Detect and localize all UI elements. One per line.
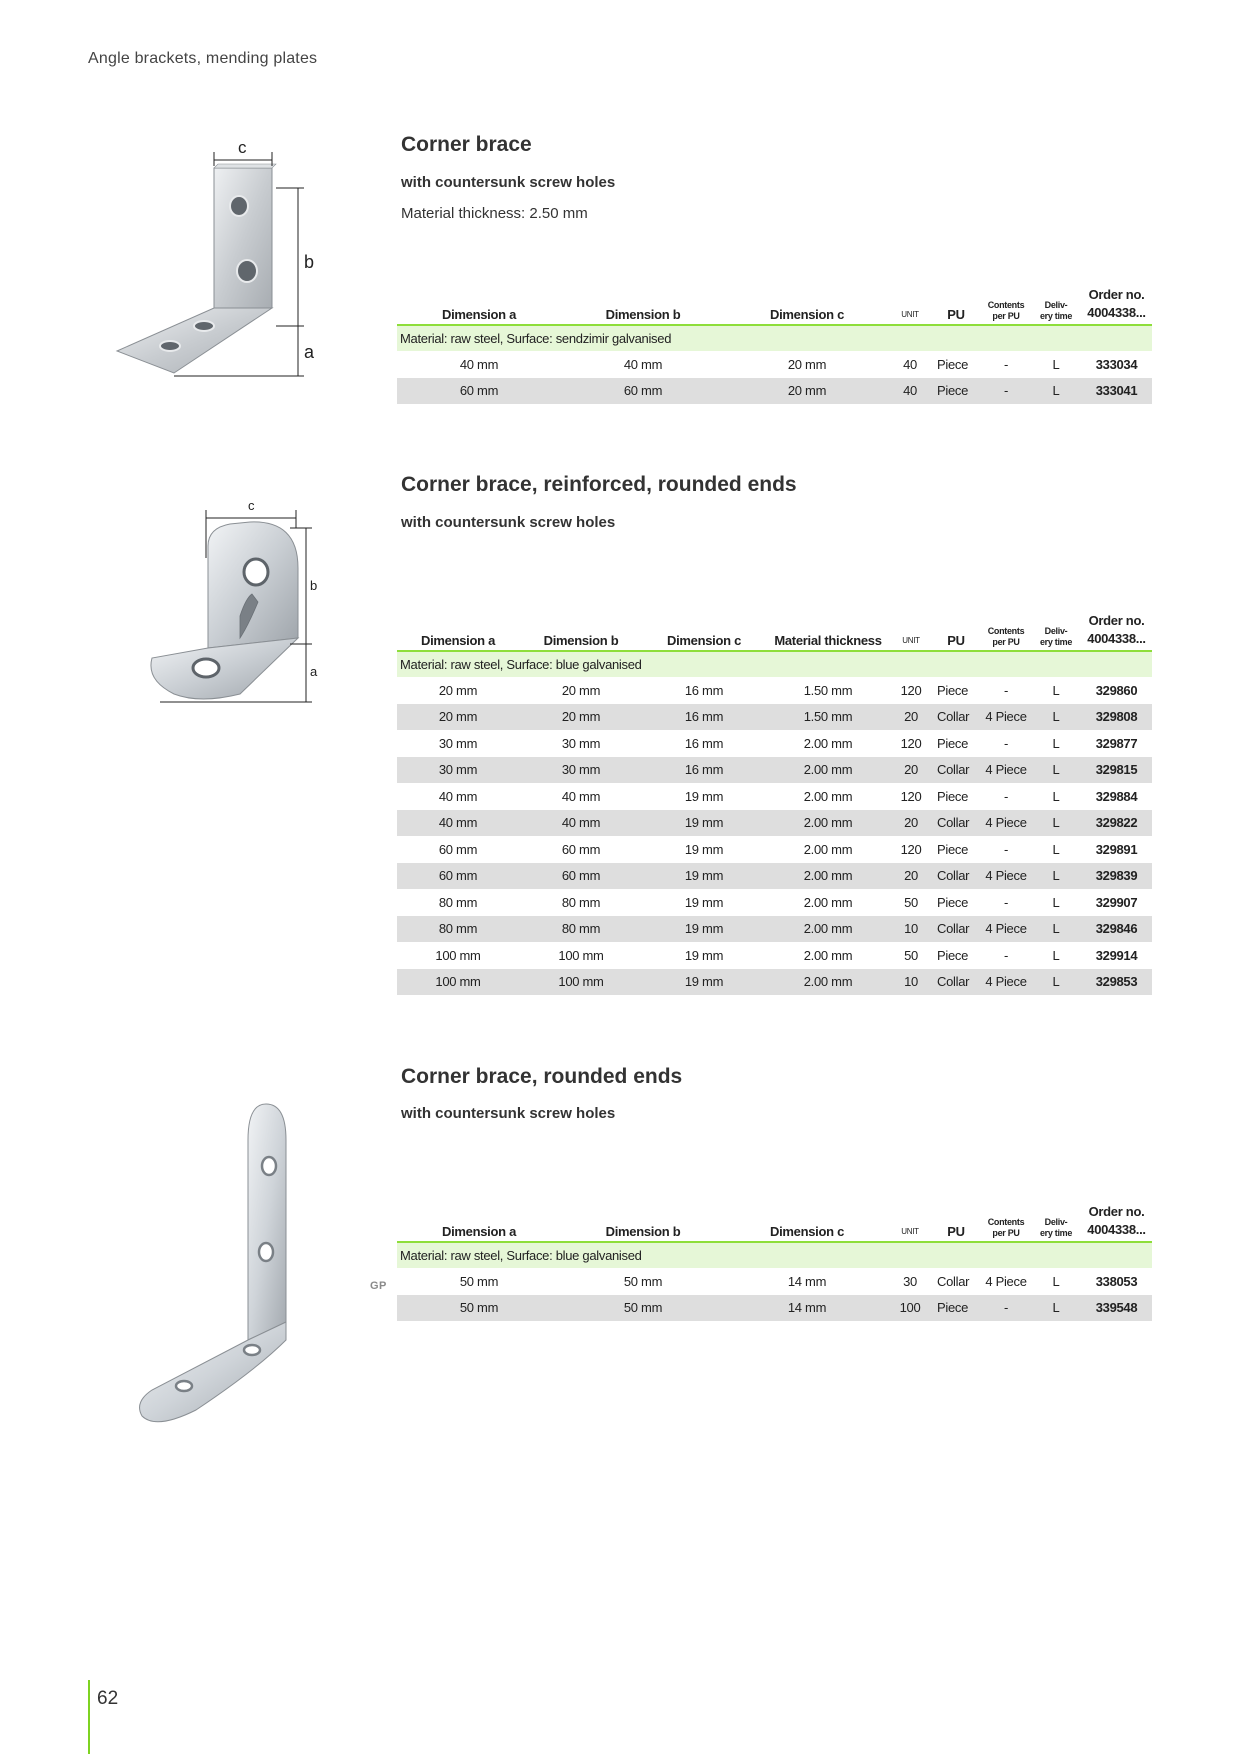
cell-dim-b: 40 mm — [519, 810, 643, 837]
col-header-contents — [981, 1203, 1031, 1242]
col-header-pu: PU — [931, 1203, 981, 1242]
table-row — [397, 730, 1152, 757]
cell-thickness: 2.00 mm — [765, 969, 891, 996]
cell-dim-a: 60 mm — [397, 863, 519, 890]
cell-delivery: L — [1031, 969, 1081, 996]
cell-order: 333034 — [1095, 356, 1138, 372]
order-line1: Order no. — [1088, 1204, 1145, 1219]
product-title: Corner brace — [401, 133, 532, 156]
cell-order: 329822 — [1081, 810, 1152, 837]
cell-pu: Piece — [937, 788, 969, 804]
cell-thickness: 2.00 mm — [765, 810, 891, 837]
cell-unit: 50 — [904, 947, 918, 963]
cell-dim-a: 100 mm — [397, 969, 519, 996]
cell-order: 333041 — [1081, 378, 1152, 405]
delivery-line1: Deliv- — [1044, 300, 1068, 310]
cell-unit: 20 — [891, 704, 931, 731]
delivery-line2: ery time — [1039, 311, 1073, 321]
table-row — [397, 916, 1152, 943]
cell-dim-c: 14 mm — [725, 1295, 889, 1322]
cell-delivery: L — [1031, 863, 1081, 890]
cell-delivery: L — [1052, 947, 1060, 963]
material-row — [397, 1242, 1152, 1268]
cell-dim-a: 20 mm — [397, 704, 519, 731]
spec-table-rounded-ends — [397, 1203, 1152, 1321]
cell-delivery: L — [1052, 894, 1060, 910]
cell-unit: 40 — [889, 378, 931, 405]
cell-pu: Collar — [937, 1273, 970, 1289]
diagram-label-c: c — [248, 498, 255, 513]
cell-delivery: L — [1052, 788, 1060, 804]
contents-line1: Contents — [987, 300, 1025, 310]
cell-thickness: 2.00 mm — [803, 788, 853, 804]
cell-dim-b: 60 mm — [561, 378, 725, 405]
cell-dim-b: 20 mm — [561, 682, 601, 698]
cell-contents: - — [981, 1295, 1031, 1322]
col-header-dim-c: Dimension c — [643, 612, 765, 651]
contents-line2: per PU — [992, 311, 1020, 321]
cell-contents: 4 Piece — [985, 1273, 1027, 1289]
cell-dim-b: 80 mm — [561, 894, 601, 910]
cell-contents: 4 Piece — [981, 969, 1031, 996]
cell-dim-b: 100 mm — [519, 969, 643, 996]
cell-order: 329884 — [1095, 788, 1138, 804]
cell-pu: Piece — [937, 894, 969, 910]
table-header-row — [397, 612, 1152, 651]
cell-order: 329891 — [1095, 841, 1138, 857]
cell-dim-a: 40 mm — [397, 810, 519, 837]
cell-delivery: L — [1031, 757, 1081, 784]
cell-contents: - — [1003, 947, 1009, 963]
cell-order: 329907 — [1095, 894, 1138, 910]
cell-delivery: L — [1052, 841, 1060, 857]
cell-thickness: 2.00 mm — [765, 757, 891, 784]
table-row — [397, 1295, 1152, 1322]
order-line1: Order no. — [1088, 287, 1145, 302]
cell-unit: 120 — [900, 735, 922, 751]
cell-thickness: 2.00 mm — [765, 863, 891, 890]
cell-unit: 10 — [891, 969, 931, 996]
col-header-pu: PU — [931, 612, 981, 651]
table-row — [397, 863, 1152, 890]
cell-dim-c: 19 mm — [684, 841, 724, 857]
cell-delivery: L — [1052, 682, 1060, 698]
cell-dim-a: 50 mm — [459, 1273, 499, 1289]
cell-dim-c: 16 mm — [684, 735, 724, 751]
cell-contents: - — [1003, 788, 1009, 804]
cell-contents: - — [1003, 735, 1009, 751]
diagram-label-c: c — [238, 138, 247, 157]
cell-delivery: L — [1031, 704, 1081, 731]
cell-dim-c: 14 mm — [787, 1273, 827, 1289]
gp-badge: GP — [370, 1280, 387, 1292]
cell-dim-a: 20 mm — [438, 682, 478, 698]
cell-unit: 50 — [904, 894, 918, 910]
rounded-corner-brace-image — [136, 1100, 322, 1430]
col-header-pu: PU — [931, 286, 981, 325]
cell-order: 329853 — [1081, 969, 1152, 996]
cell-dim-b: 40 mm — [623, 356, 663, 372]
cell-unit: 120 — [900, 788, 922, 804]
cell-pu: Collar — [931, 863, 981, 890]
cell-delivery: L — [1052, 356, 1060, 372]
delivery-line1: Deliv- — [1044, 626, 1068, 636]
cell-delivery: L — [1031, 810, 1081, 837]
cell-order: 329846 — [1081, 916, 1152, 943]
reinforced-corner-brace-diagram — [140, 498, 330, 708]
cell-unit: 40 — [903, 356, 917, 372]
table-row — [397, 677, 1152, 704]
cell-contents: 4 Piece — [981, 863, 1031, 890]
order-line2: 4004338... — [1087, 1222, 1146, 1237]
cell-dim-b: 30 mm — [561, 735, 601, 751]
cell-dim-c: 20 mm — [787, 356, 827, 372]
table-row — [397, 704, 1152, 731]
cell-thickness: 1.50 mm — [803, 682, 853, 698]
running-head: Angle brackets, mending plates — [88, 50, 318, 67]
cell-pu: Piece — [937, 735, 969, 751]
diagram-label-a: a — [304, 342, 315, 362]
cell-dim-a: 30 mm — [438, 735, 478, 751]
diagram-label-a: a — [310, 664, 318, 679]
table-row — [397, 783, 1152, 810]
col-header-dim-a: Dimension a — [397, 612, 519, 651]
cell-pu: Collar — [931, 916, 981, 943]
cell-unit: 120 — [900, 682, 922, 698]
cell-pu: Piece — [937, 841, 969, 857]
col-header-contents — [981, 612, 1031, 651]
cell-thickness: 2.00 mm — [803, 947, 853, 963]
delivery-line2: ery time — [1039, 637, 1073, 647]
cell-dim-b: 100 mm — [558, 947, 604, 963]
spec-table-corner-brace — [397, 286, 1152, 404]
cell-order: 329808 — [1081, 704, 1152, 731]
cell-dim-b: 60 mm — [561, 841, 601, 857]
table-row — [397, 378, 1152, 405]
cell-dim-a: 60 mm — [397, 378, 561, 405]
cell-pu: Piece — [937, 947, 969, 963]
cell-dim-a: 50 mm — [397, 1295, 561, 1322]
cell-dim-c: 19 mm — [684, 947, 724, 963]
page-number-bar — [88, 1680, 90, 1754]
material-row — [397, 325, 1152, 351]
col-header-dim-b: Dimension b — [519, 612, 643, 651]
material-cell: Material: raw steel, Surface: sendzimir galvanised — [397, 325, 1152, 351]
cell-unit: 20 — [891, 810, 931, 837]
cell-dim-a: 100 mm — [435, 947, 481, 963]
cell-dim-b: 20 mm — [519, 704, 643, 731]
product-title: Corner brace, reinforced, rounded ends — [401, 473, 797, 496]
cell-dim-b: 50 mm — [561, 1295, 725, 1322]
cell-dim-c: 16 mm — [643, 757, 765, 784]
cell-dim-a: 40 mm — [459, 356, 499, 372]
cell-order: 329914 — [1095, 947, 1138, 963]
cell-thickness: 2.00 mm — [765, 916, 891, 943]
cell-pu: Piece — [931, 1295, 981, 1322]
cell-unit: 30 — [903, 1273, 917, 1289]
table-row — [397, 810, 1152, 837]
col-header-order — [1081, 286, 1152, 325]
col-header-dim-b: Dimension b — [561, 286, 725, 325]
col-header-order — [1081, 1203, 1152, 1242]
table-header-row — [397, 1203, 1152, 1242]
cell-contents: 4 Piece — [981, 704, 1031, 731]
cell-delivery: L — [1031, 378, 1081, 405]
product-title: Corner brace, rounded ends — [401, 1065, 683, 1088]
cell-contents: 4 Piece — [981, 757, 1031, 784]
product-subtitle: with countersunk screw holes — [401, 174, 616, 191]
cell-dim-b: 50 mm — [623, 1273, 663, 1289]
cell-thickness: 2.00 mm — [803, 894, 853, 910]
contents-line2: per PU — [992, 637, 1020, 647]
cell-dim-b: 80 mm — [519, 916, 643, 943]
cell-thickness: 1.50 mm — [765, 704, 891, 731]
table-row — [397, 889, 1152, 916]
material-cell: Material: raw steel, Surface: blue galvanised — [397, 1242, 1152, 1268]
cell-pu: Piece — [937, 682, 969, 698]
cell-dim-c: 19 mm — [643, 916, 765, 943]
contents-line1: Contents — [987, 626, 1025, 636]
cell-thickness: 2.00 mm — [803, 841, 853, 857]
table-row — [397, 942, 1152, 969]
col-header-thickness: Material thickness — [765, 612, 891, 651]
cell-order: 338053 — [1095, 1273, 1138, 1289]
cell-pu: Piece — [937, 356, 969, 372]
material-row — [397, 651, 1152, 677]
cell-unit: 10 — [891, 916, 931, 943]
cell-dim-b: 30 mm — [519, 757, 643, 784]
contents-line1: Contents — [987, 1217, 1025, 1227]
cell-dim-a: 40 mm — [438, 788, 478, 804]
diagram-label-b: b — [304, 252, 315, 272]
cell-unit: 120 — [900, 841, 922, 857]
delivery-line2: ery time — [1039, 1228, 1073, 1238]
cell-delivery: L — [1052, 1273, 1060, 1289]
cell-dim-c: 16 mm — [684, 682, 724, 698]
col-header-dim-a: Dimension a — [397, 286, 561, 325]
cell-order: 339548 — [1081, 1295, 1152, 1322]
cell-pu: Collar — [931, 757, 981, 784]
cell-dim-c: 16 mm — [643, 704, 765, 731]
table-row — [397, 757, 1152, 784]
spec-table-reinforced-rounded — [397, 612, 1152, 995]
cell-dim-c: 19 mm — [643, 810, 765, 837]
cell-dim-c: 20 mm — [725, 378, 889, 405]
cell-order: 329877 — [1095, 735, 1138, 751]
col-header-delivery — [1031, 612, 1081, 651]
diagram-label-b: b — [310, 578, 318, 593]
cell-unit: 20 — [891, 757, 931, 784]
col-header-delivery — [1031, 286, 1081, 325]
cell-delivery: L — [1052, 735, 1060, 751]
cell-contents: 4 Piece — [981, 916, 1031, 943]
cell-delivery: L — [1031, 1295, 1081, 1322]
cell-dim-a: 80 mm — [438, 894, 478, 910]
cell-dim-b: 40 mm — [561, 788, 601, 804]
material-thickness-note: Material thickness: 2.50 mm — [401, 205, 588, 222]
cell-dim-a: 80 mm — [397, 916, 519, 943]
table-row — [397, 351, 1152, 378]
table-row — [397, 1268, 1152, 1295]
cell-unit: 100 — [889, 1295, 931, 1322]
order-line2: 4004338... — [1087, 631, 1146, 646]
product-subtitle: with countersunk screw holes — [401, 1105, 616, 1122]
order-line2: 4004338... — [1087, 305, 1146, 320]
cell-order: 329839 — [1081, 863, 1152, 890]
cell-pu: Collar — [931, 704, 981, 731]
cell-contents: - — [1003, 682, 1009, 698]
table-row — [397, 969, 1152, 996]
delivery-line1: Deliv- — [1044, 1217, 1068, 1227]
cell-order: 329860 — [1095, 682, 1138, 698]
col-header-delivery — [1031, 1203, 1081, 1242]
corner-brace-diagram — [112, 138, 332, 390]
page-number: 62 — [97, 1688, 119, 1709]
cell-dim-c: 19 mm — [643, 969, 765, 996]
cell-contents: - — [1003, 841, 1009, 857]
cell-delivery: L — [1031, 916, 1081, 943]
product-subtitle: with countersunk screw holes — [401, 514, 616, 531]
cell-unit: 20 — [891, 863, 931, 890]
cell-contents: 4 Piece — [981, 810, 1031, 837]
contents-line2: per PU — [992, 1228, 1020, 1238]
cell-contents: - — [1003, 356, 1009, 372]
cell-dim-c: 19 mm — [684, 894, 724, 910]
col-header-unit: UNIT — [889, 1203, 931, 1242]
cell-dim-c: 19 mm — [684, 788, 724, 804]
cell-pu: Collar — [931, 969, 981, 996]
cell-dim-b: 60 mm — [519, 863, 643, 890]
cell-dim-a: 30 mm — [397, 757, 519, 784]
cell-contents: - — [981, 378, 1031, 405]
col-header-unit: UNIT — [889, 286, 931, 325]
table-row — [397, 836, 1152, 863]
cell-thickness: 2.00 mm — [803, 735, 853, 751]
cell-dim-a: 60 mm — [438, 841, 478, 857]
order-line1: Order no. — [1088, 613, 1145, 628]
cell-dim-c: 19 mm — [643, 863, 765, 890]
col-header-dim-a: Dimension a — [397, 1203, 561, 1242]
col-header-dim-c: Dimension c — [725, 286, 889, 325]
cell-pu: Piece — [931, 378, 981, 405]
material-cell: Material: raw steel, Surface: blue galvanised — [397, 651, 1152, 677]
col-header-dim-c: Dimension c — [725, 1203, 889, 1242]
col-header-contents — [981, 286, 1031, 325]
col-header-dim-b: Dimension b — [561, 1203, 725, 1242]
cell-pu: Collar — [931, 810, 981, 837]
col-header-unit: UNIT — [891, 612, 931, 651]
cell-contents: - — [1003, 894, 1009, 910]
table-header-row — [397, 286, 1152, 325]
col-header-order — [1081, 612, 1152, 651]
cell-order: 329815 — [1081, 757, 1152, 784]
